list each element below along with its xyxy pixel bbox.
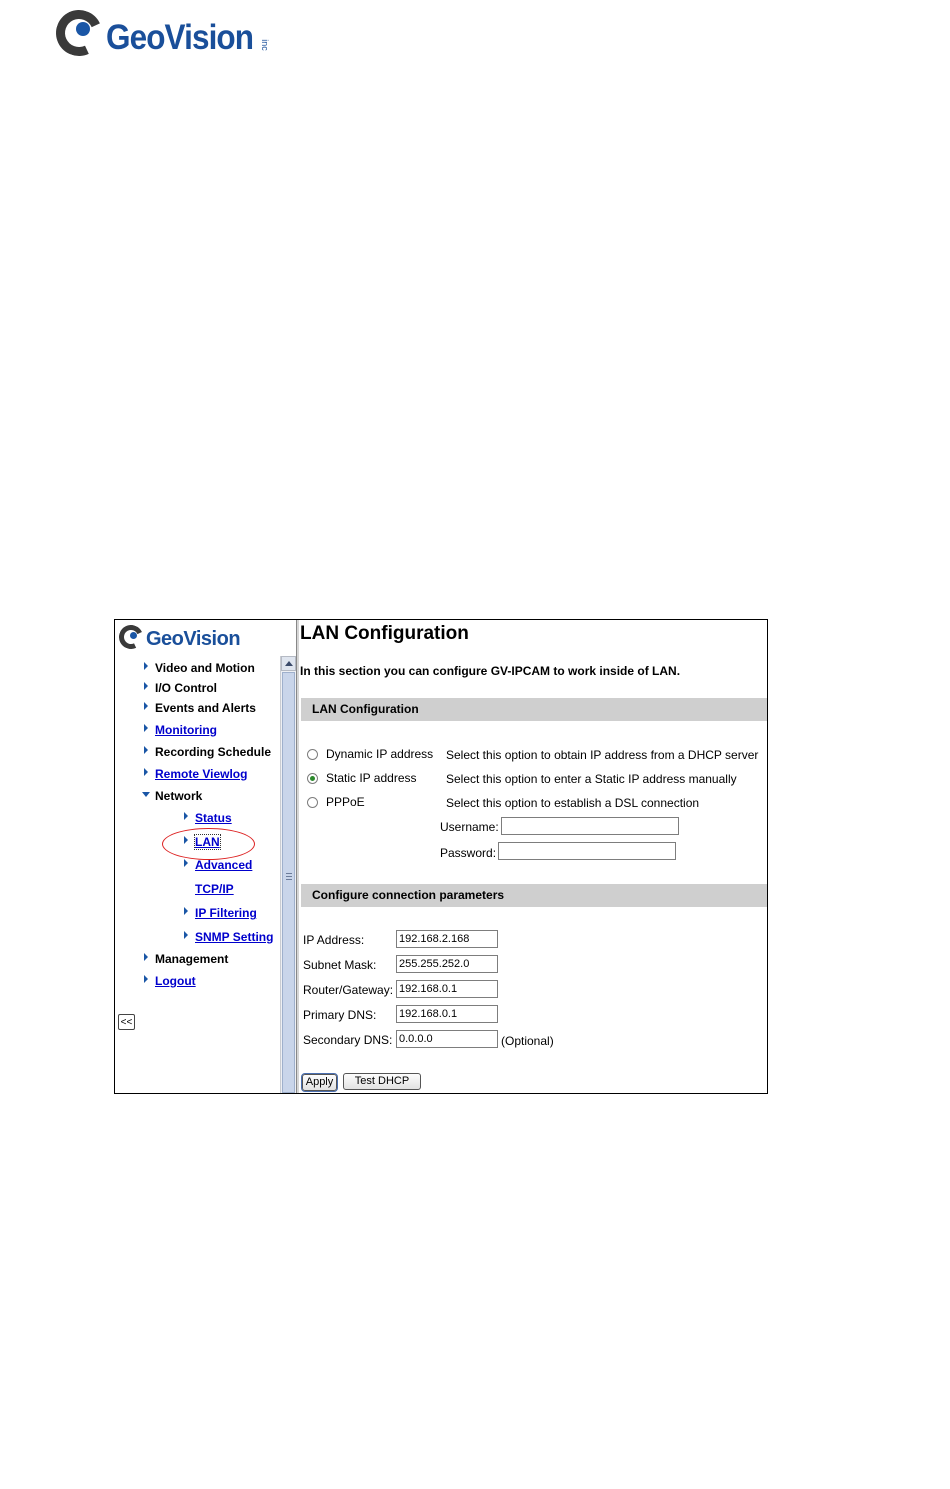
sidebar-item-recording-schedule[interactable]: Recording Schedule xyxy=(155,745,271,759)
geovision-logo xyxy=(56,10,296,62)
password-field[interactable] xyxy=(498,842,676,860)
secondary-dns-field[interactable]: 0.0.0.0 xyxy=(396,1030,498,1048)
sidebar-subitem-ip-filtering[interactable]: IP Filtering xyxy=(195,906,257,920)
radio-description: Select this option to establish a DSL connection xyxy=(446,796,700,810)
ip-address-field[interactable]: 192.168.2.168 xyxy=(396,930,498,948)
apply-button[interactable]: Apply xyxy=(302,1074,337,1091)
arrow-right-icon xyxy=(144,724,148,732)
sidebar-subitem-tcpip[interactable]: TCP/IP xyxy=(195,882,234,896)
sidebar-subitem-snmp-setting[interactable]: SNMP Setting xyxy=(195,930,273,944)
sidebar-subitem-lan[interactable]: LAN xyxy=(195,835,220,849)
sidebar-item-remote-viewlog[interactable]: Remote Viewlog xyxy=(155,767,247,781)
sidebar-item-monitoring[interactable]: Monitoring xyxy=(155,723,217,737)
logo-suffix: inc xyxy=(259,39,270,51)
params-section-header: Configure connection parameters xyxy=(301,884,767,907)
arrow-right-icon xyxy=(144,975,148,983)
radio-description: Select this option to obtain IP address from a DHCP server xyxy=(446,748,759,762)
sidebar-subitem-status[interactable]: Status xyxy=(195,811,232,825)
primary-dns-label: Primary DNS: xyxy=(303,1008,377,1022)
sidebar-item-logout[interactable]: Logout xyxy=(155,974,196,988)
frame-divider[interactable] xyxy=(296,620,299,1093)
lan-section-header: LAN Configuration xyxy=(301,698,767,721)
page-description: In this section you can configure GV-IPCAM to work inside of LAN. xyxy=(300,664,681,678)
radio-description: Select this option to enter a Static IP address manually xyxy=(446,772,737,786)
sidebar-logo xyxy=(119,623,279,653)
gateway-field[interactable]: 192.168.0.1 xyxy=(396,980,498,998)
subnet-mask-label: Subnet Mask: xyxy=(303,958,377,972)
sidebar-scrollbar[interactable] xyxy=(280,656,296,1093)
subnet-mask-field[interactable]: 255.255.252.0 xyxy=(396,955,498,973)
logo-dot-icon xyxy=(76,22,90,36)
scroll-up-arrow-icon[interactable] xyxy=(281,656,296,671)
optional-note: (Optional) xyxy=(501,1034,554,1048)
highlight-ellipse xyxy=(162,828,255,860)
password-label: Password: xyxy=(440,846,497,860)
primary-dns-field[interactable]: 192.168.0.1 xyxy=(396,1005,498,1023)
arrow-right-icon xyxy=(184,859,188,867)
radio-static-ip[interactable] xyxy=(307,773,318,784)
sidebar-logo-wordmark: GeoVision xyxy=(146,628,241,650)
page-title: LAN Configuration xyxy=(300,623,469,644)
secondary-dns-label: Secondary DNS: xyxy=(303,1033,393,1047)
username-field[interactable] xyxy=(501,817,679,835)
radio-dynamic-ip[interactable] xyxy=(307,749,318,760)
sidebar-subitem-advanced[interactable]: Advanced xyxy=(195,858,252,872)
scroll-grip-icon xyxy=(286,873,292,881)
arrow-right-icon xyxy=(184,907,188,915)
arrow-right-icon xyxy=(184,931,188,939)
radio-label: Static IP address xyxy=(326,771,417,785)
sidebar-item-io-control[interactable]: I/O Control xyxy=(155,681,217,695)
main-panel xyxy=(300,620,767,1093)
gateway-label: Router/Gateway: xyxy=(303,983,394,997)
sidebar-item-video-and-motion[interactable]: Video and Motion xyxy=(155,661,255,675)
arrow-down-icon xyxy=(142,792,150,797)
radio-label: Dynamic IP address xyxy=(326,747,434,761)
test-dhcp-button[interactable]: Test DHCP xyxy=(343,1073,421,1090)
arrow-right-icon xyxy=(144,768,148,776)
sidebar-logo-dot-icon xyxy=(130,632,137,639)
sidebar-item-events-and-alerts[interactable]: Events and Alerts xyxy=(155,701,256,715)
sidebar-item-management[interactable]: Management xyxy=(155,952,228,966)
sidebar-item-network[interactable]: Network xyxy=(155,789,202,803)
arrow-right-icon xyxy=(144,746,148,754)
scroll-thumb[interactable] xyxy=(282,672,295,1093)
arrow-right-icon xyxy=(144,953,148,961)
web-config-window xyxy=(114,619,768,1094)
sidebar xyxy=(115,620,280,1093)
collapse-sidebar-button[interactable]: << xyxy=(118,1014,135,1030)
username-label: Username: xyxy=(440,820,499,834)
radio-pppoe[interactable] xyxy=(307,797,318,808)
arrow-right-icon xyxy=(144,682,148,690)
arrow-right-icon xyxy=(144,702,148,710)
radio-label: PPPoE xyxy=(326,795,365,809)
arrow-right-icon xyxy=(144,662,148,670)
arrow-right-icon xyxy=(184,812,188,820)
ip-address-label: IP Address: xyxy=(303,933,365,947)
logo-wordmark: GeoVision xyxy=(106,18,254,57)
